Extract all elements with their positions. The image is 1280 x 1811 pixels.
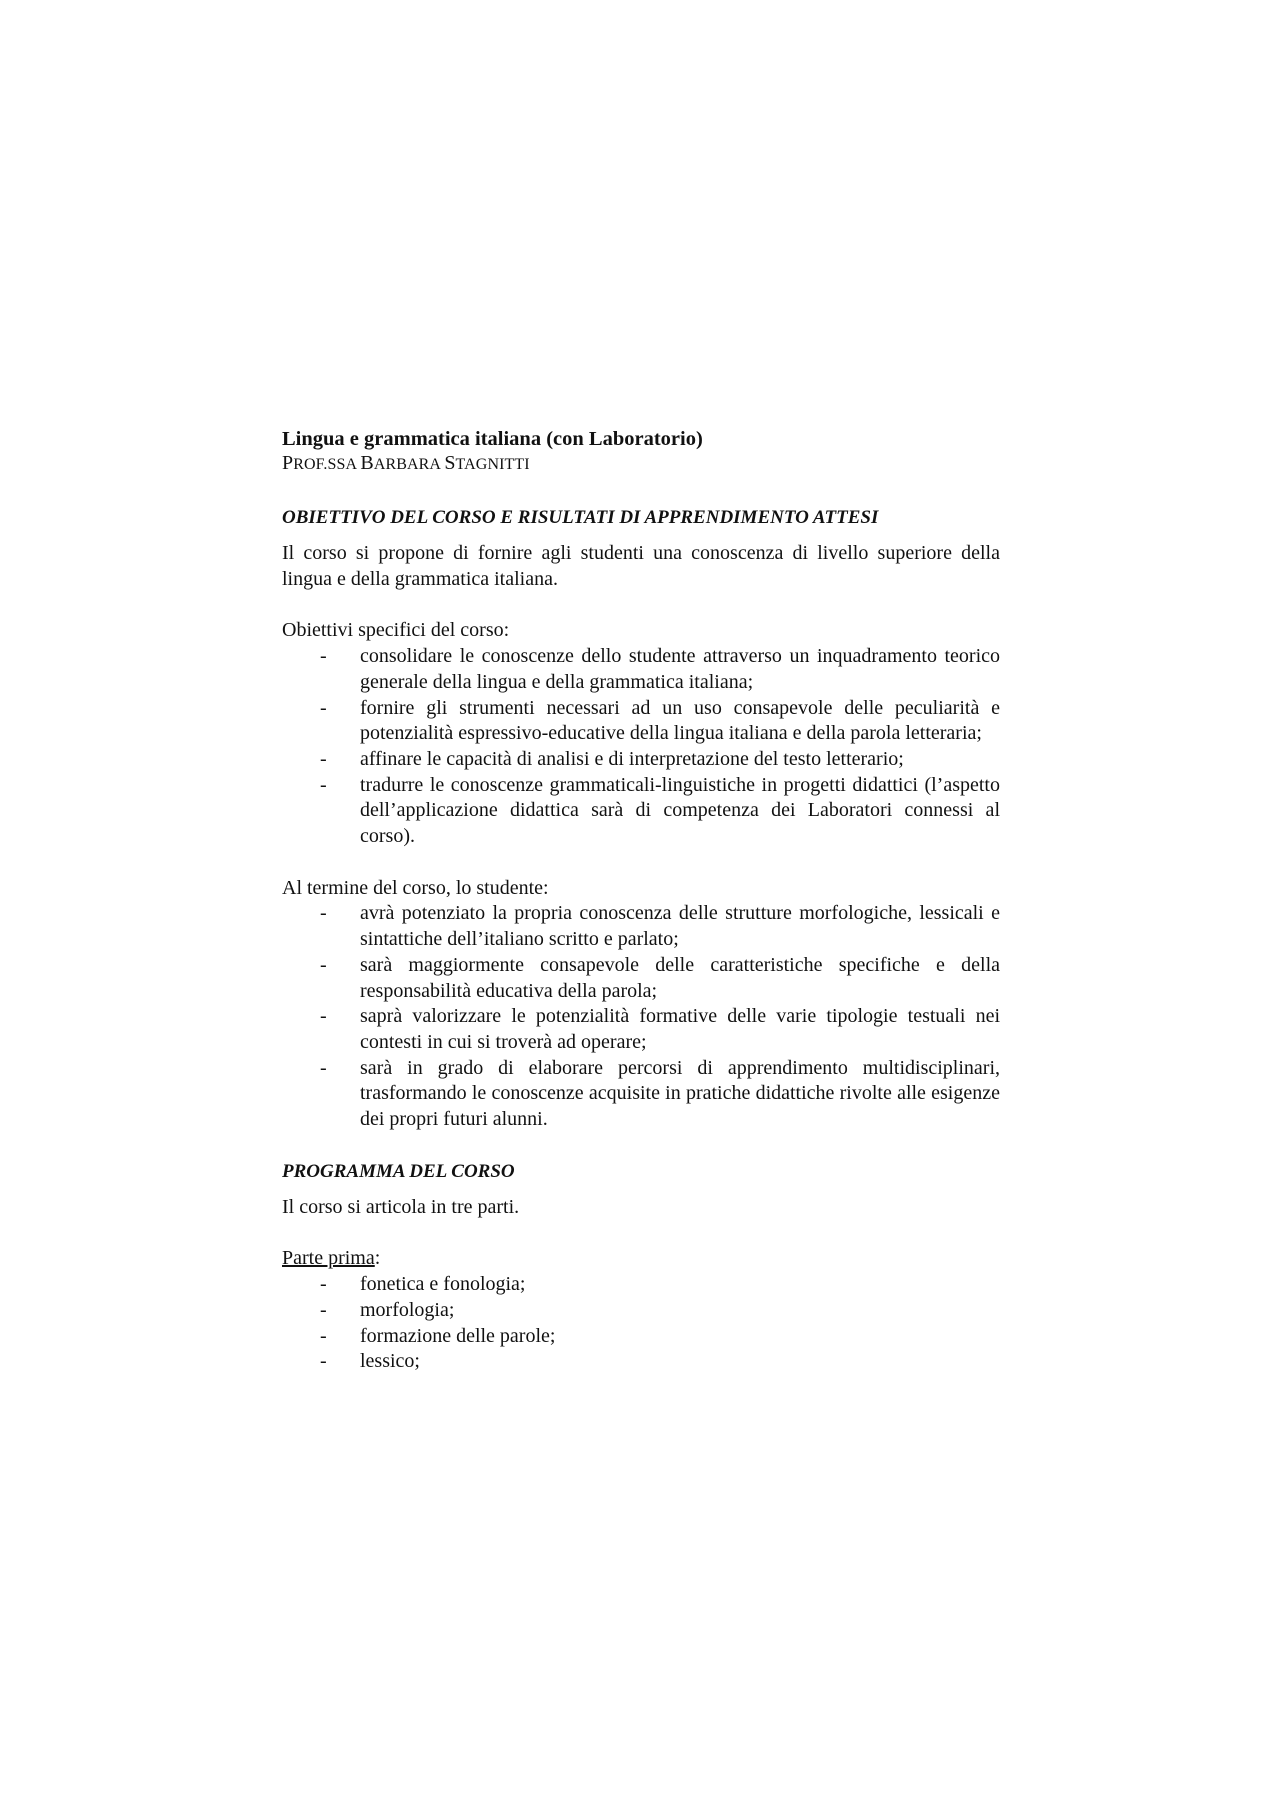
list-item — [282, 773, 1000, 850]
dash-bullet: - — [320, 1056, 327, 1079]
list-item — [282, 644, 1000, 695]
objectives-heading: OBIETTIVO DEL CORSO E RISULTATI DI APPRENDIMENTO ATTESI — [282, 507, 879, 528]
part-one-lead — [282, 1246, 1000, 1272]
list-item — [282, 901, 1000, 952]
outcomes-lead: Al termine del corso, lo studente: — [282, 876, 549, 899]
list-item-text: avrà potenziato la propria conoscenza delle strutture morfologiche, lessicali e sintattiche dell’italiano scritto e parlato; — [360, 902, 1000, 951]
dash-bullet: - — [320, 773, 327, 796]
list-item-text: consolidare le conoscenze dello studente attraverso un inquadramento teorico generale della lingua e della grammatica italiana; — [360, 645, 1000, 693]
dash-bullet: - — [320, 696, 327, 719]
program-intro: Il corso si articola in tre parti. — [282, 1195, 520, 1218]
part-one-label: Parte prima — [282, 1247, 375, 1270]
list-item — [282, 1056, 1000, 1133]
list-item-text: tradurre le conoscenze grammaticali-linguistiche in progetti didattici (l’aspetto dell’applicazione didattica sarà di competenza dei Laboratori connessi al corso). — [360, 773, 1000, 848]
list-item-text: fornire gli strumenti necessari ad un uso consapevole delle peculiarità e potenzialità espressivo-educative della lingua italiana e della parola letteraria; — [360, 696, 1000, 745]
list-item-text: formazione delle parole; — [360, 1324, 556, 1347]
objectives-intro: Il corso si propone di fornire agli studenti una conoscenza di livello superiore della lingua e della grammatica italiana. — [282, 542, 1000, 590]
document-page — [282, 426, 1000, 1375]
list-item-text: fonetica e fonologia; — [360, 1273, 526, 1296]
dash-bullet: - — [320, 1324, 327, 1347]
professor-first-rest: ARBARA — [373, 456, 445, 473]
list-item-text: morfologia; — [360, 1298, 455, 1321]
list-item-text: sarà maggiormente consapevole delle caratteristiche specifiche e della responsabilità educativa della parola; — [360, 953, 1000, 1002]
part-one-colon: : — [374, 1247, 381, 1270]
specific-objectives-list — [282, 644, 1000, 850]
list-item — [282, 1004, 1000, 1055]
list-item — [282, 1272, 1000, 1298]
list-item-text: lessico; — [360, 1350, 420, 1373]
specific-objectives-lead: Obiettivi specifici del corso: — [282, 619, 510, 642]
professor-name — [282, 452, 1000, 476]
list-item — [282, 747, 1000, 773]
list-item-text: affinare le capacità di analisi e di interpretazione del testo letterario; — [360, 747, 904, 770]
list-item — [282, 1298, 1000, 1324]
professor-last-rest: TAGNITTI — [455, 456, 530, 473]
list-item-text: sarà in grado di elaborare percorsi di apprendimento multidisciplinari, trasformando le conoscenze acquisite in pratiche didattiche rivolte alle esigenze dei propri futuri alunni. — [360, 1056, 1000, 1131]
list-item-text: saprà valorizzare le potenzialità formative delle varie tipologie testuali nei contesti in cui si troverà ad operare; — [360, 1005, 1000, 1053]
dash-bullet: - — [320, 1350, 327, 1373]
professor-prefix-cap: P — [282, 452, 294, 474]
professor-last-cap: S — [444, 452, 456, 474]
dash-bullet: - — [320, 1005, 327, 1028]
dash-bullet: - — [320, 902, 327, 925]
program-heading: PROGRAMMA DEL CORSO — [282, 1160, 515, 1182]
list-item — [282, 953, 1000, 1004]
dash-bullet: - — [320, 645, 327, 668]
dash-bullet: - — [320, 1273, 327, 1296]
course-title: Lingua e grammatica italiana (con Laboratorio) — [282, 428, 703, 450]
dash-bullet: - — [320, 953, 327, 976]
dash-bullet: - — [320, 747, 327, 770]
professor-prefix-rest: ROF.SSA — [293, 456, 361, 473]
list-item — [282, 696, 1000, 747]
professor-first-cap: B — [360, 452, 374, 474]
dash-bullet: - — [320, 1298, 327, 1321]
outcomes-list — [282, 901, 1000, 1132]
list-item — [282, 1349, 1000, 1375]
list-item — [282, 1324, 1000, 1350]
part-one-list — [282, 1272, 1000, 1375]
